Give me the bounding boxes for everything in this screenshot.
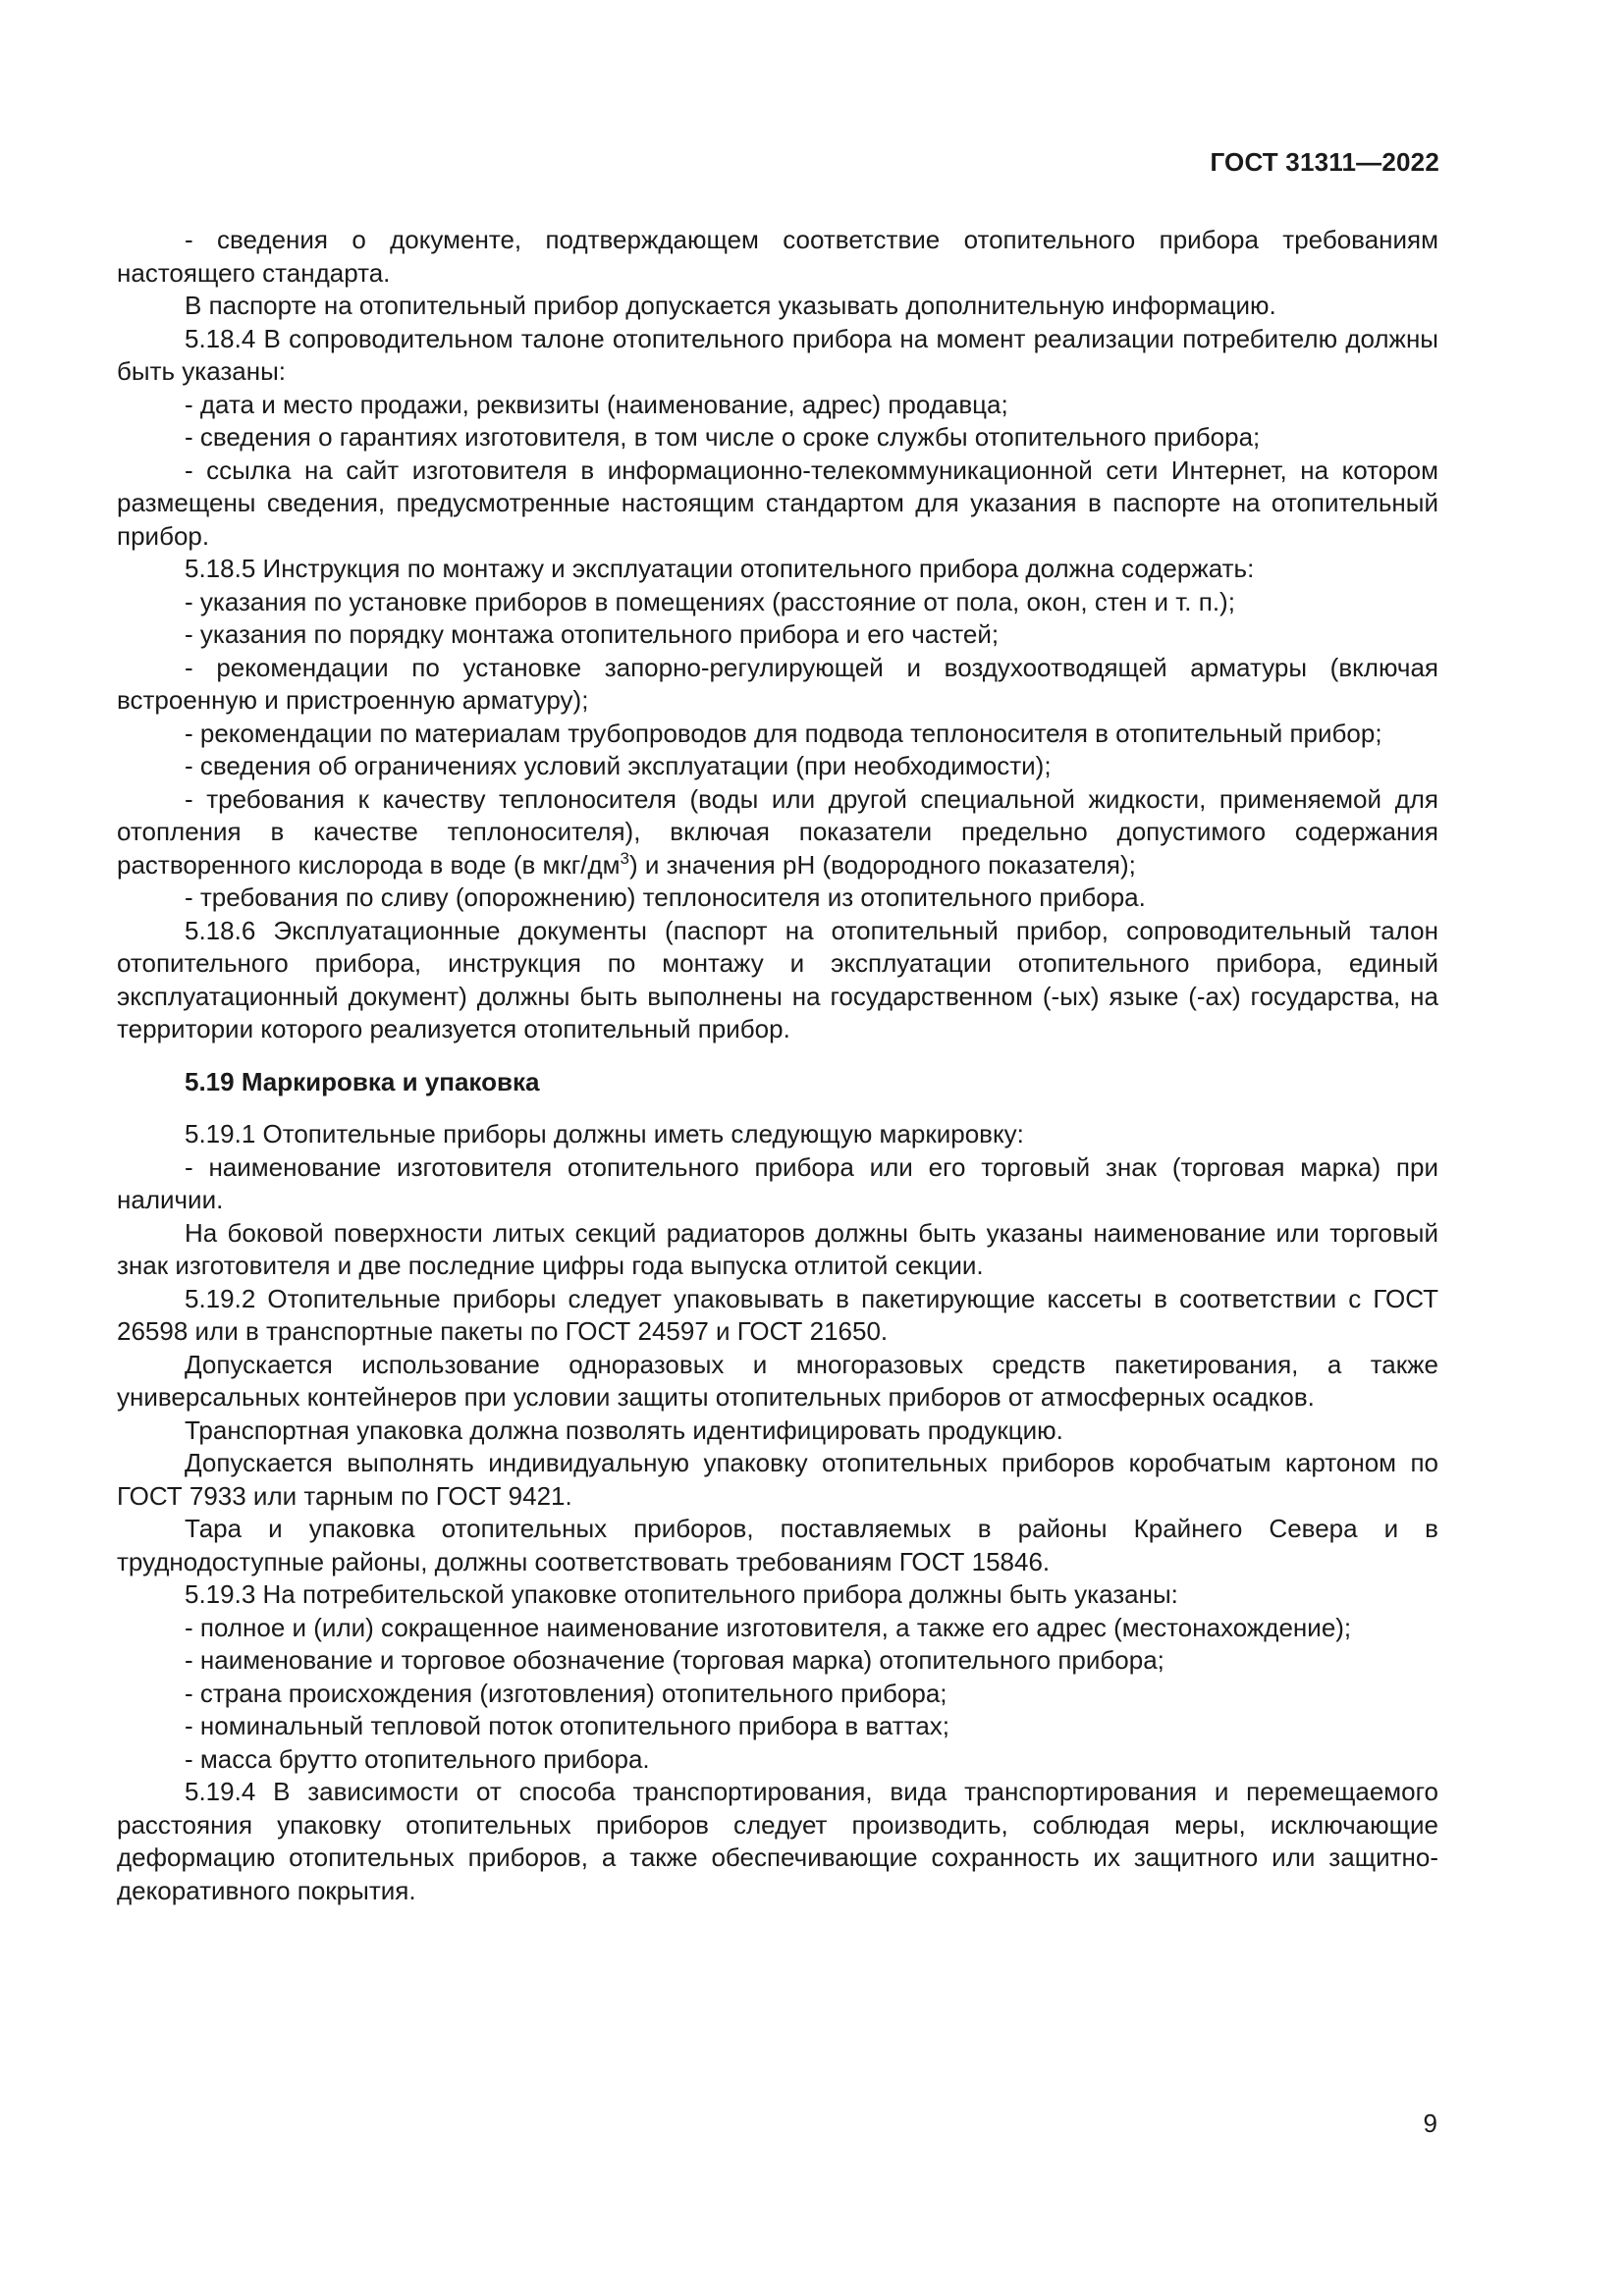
paragraph: В паспорте на отопительный прибор допускается указывать дополнительную информацию.	[185, 291, 1276, 320]
paragraph: 5.19.2 Отопительные приборы следует упаковывать в пакетирующие кассеты в соответствии с ГОСТ 26598 или в транспортные пакеты по ГОСТ 24597 и ГОСТ 21650.	[117, 1283, 1438, 1346]
list-item: - номинальный тепловой поток отопительного прибора в ваттах;	[185, 1711, 949, 1740]
superscript: 3	[620, 848, 629, 868]
list-item: - полное и (или) сокращенное наименование изготовителя, а также его адрес (местонахождение);	[185, 1612, 1352, 1642]
page-number: 9	[1423, 2109, 1437, 2138]
paragraph: 5.19.1 Отопительные приборы должны иметь следующую маркировку:	[185, 1119, 1024, 1148]
list-item: - наименование изготовителя отопительного прибора или его торговый знак (торговая марка) при наличии.	[117, 1151, 1438, 1214]
paragraph: 5.18.4 В сопроводительном талоне отопительного прибора на момент реализации потребителю должны быть указаны:	[117, 323, 1438, 386]
paragraph: 5.18.5 Инструкция по монтажу и эксплуатации отопительного прибора должна содержать:	[185, 554, 1255, 583]
paragraph: Допускается выполнять индивидуальную упаковку отопительных приборов коробчатым картоном по ГОСТ 7933 или тарным по ГОСТ 9421.	[117, 1448, 1438, 1511]
list-item: - рекомендации по материалам трубопроводов для подвода теплоносителя в отопительный прибор;	[185, 718, 1382, 748]
list-item	[117, 783, 1438, 882]
list-item: - наименование и торговое обозначение (торговая марка) отопительного прибора;	[185, 1645, 1164, 1675]
list-item: - страна происхождения (изготовления) отопительного прибора;	[185, 1678, 947, 1708]
document-header-code: ГОСТ 31311—2022	[1210, 147, 1439, 177]
paragraph: Допускается использование одноразовых и многоразовых средств пакетирования, а также универсальных контейнеров при условии защиты отопительных приборов от атмосферных осадков.	[117, 1349, 1438, 1412]
list-item: - требования по сливу (опорожнению) теплоносителя из отопительного прибора.	[185, 882, 1146, 912]
text-segment: - требования к качеству теплоносителя (воды или другой специальной жидкости, применяемой для отопления в качестве теплоносителя), включая показатели предельно допустимого содержания растворенного кислорода в воде (в мкг/дм	[117, 783, 1438, 880]
paragraph: 5.19.3 На потребительской упаковке отопительного прибора должны быть указаны:	[185, 1579, 1178, 1609]
paragraph: - сведения о документе, подтверждающем соответствие отопительного прибора требованиям настоящего стандарта.	[117, 225, 1438, 288]
document-body	[117, 224, 1438, 1907]
list-item: - дата и место продажи, реквизиты (наименование, адрес) продавца;	[185, 389, 1008, 419]
paragraph: 5.18.6 Эксплуатационные документы (паспорт на отопительный прибор, сопроводительный талон отопительного прибора, инструкция по монтажу и эксплуатации отопительного прибора, единый эксплуатационный документ) должны быть выполнены на государственном (-ых) языке (-ах) государства, на территории которого реализуется отопительный прибор.	[117, 915, 1438, 1043]
paragraph: На боковой поверхности литых секций радиаторов должны быть указаны наименование или торговый знак изготовителя и две последние цифры года выпуска отлитой секции.	[117, 1217, 1438, 1280]
paragraph: 5.19.4 В зависимости от способа транспортирования, вида транспортирования и перемещаемого расстояния упаковку отопительных приборов следует производить, соблюдая меры, исключающие деформацию отопительных приборов, а также обеспечивающие сохранность их защитного или защитно-декоративного покрытия.	[117, 1777, 1438, 1905]
text-segment: ) и значения pH (водородного показателя);	[629, 849, 1136, 880]
paragraph: Транспортная упаковка должна позволять идентифицировать продукцию.	[185, 1415, 1063, 1445]
list-item: - ссылка на сайт изготовителя в информационно-телекоммуникационной сети Интернет, на котором размещены сведения, предусмотренные настоящим стандартом для указания в паспорте на отопительный прибор.	[117, 454, 1438, 551]
section-title: 5.19 Маркировка и упаковка	[185, 1066, 540, 1096]
list-item: - рекомендации по установке запорно-регулирующей и воздухоотводящей арматуры (включая встроенную и пристроенную арматуру);	[117, 652, 1438, 715]
list-item: - масса брутто отопительного прибора.	[185, 1743, 650, 1774]
paragraph: Тара и упаковка отопительных приборов, поставляемых в районы Крайнего Севера и в труднодоступные районы, должны соответствовать требованиям ГОСТ 15846.	[117, 1514, 1438, 1576]
list-item: - сведения об ограничениях условий эксплуатации (при необходимости);	[185, 751, 1052, 780]
list-item: - указания по порядку монтажа отопительного прибора и его частей;	[185, 619, 1000, 649]
list-item: - сведения о гарантиях изготовителя, в том числе о сроке службы отопительного прибора;	[185, 422, 1261, 452]
list-item: - указания по установке приборов в помещениях (расстояние от пола, окон, стен и т. п.);	[185, 586, 1235, 616]
